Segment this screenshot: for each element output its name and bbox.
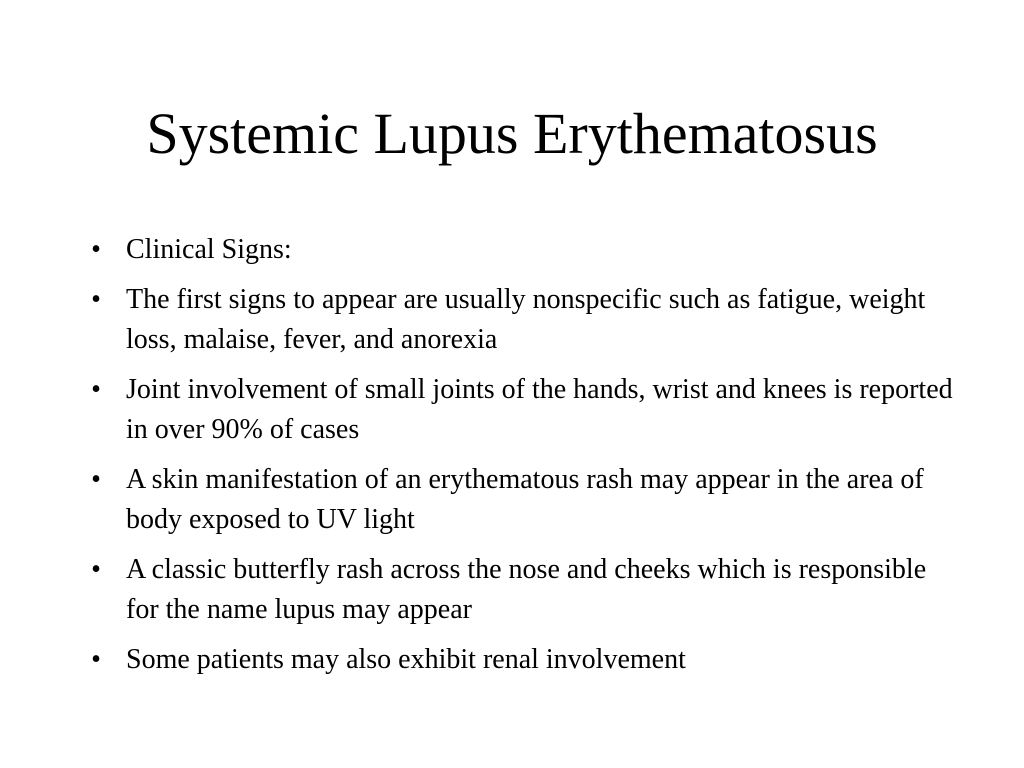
bullet-item (86, 550, 956, 630)
bullet-item (86, 370, 956, 450)
bullet-text: Joint involvement of small joints of the hands, wrist and knees is reported in over 90% of cases (126, 374, 953, 445)
bullet-item (86, 640, 956, 680)
bullet-text: Some patients may also exhibit renal involvement (126, 644, 686, 675)
bullet-text: A classic butterfly rash across the nose and cheeks which is responsible for the name lupus may appear (126, 554, 927, 625)
bullet-dot-icon: • (91, 464, 101, 495)
bullet-dot-icon: • (91, 644, 101, 675)
bullet-text: A skin manifestation of an erythematous rash may appear in the area of body exposed to UV light (126, 464, 924, 535)
bullet-list (86, 230, 956, 690)
bullet-item (86, 280, 956, 360)
slide-title: Systemic Lupus Erythematosus (146, 101, 878, 166)
bullet-dot-icon: • (91, 554, 101, 585)
bullet-dot-icon: • (91, 374, 101, 405)
bullet-item (86, 230, 956, 270)
bullet-dot-icon: • (91, 284, 101, 315)
bullet-text: Clinical Signs: (126, 234, 292, 265)
bullet-dot-icon: • (91, 234, 101, 265)
bullet-text: The first signs to appear are usually nonspecific such as fatigue, weight loss, malaise, fever, and anorexia (126, 284, 926, 355)
bullet-item (86, 460, 956, 540)
